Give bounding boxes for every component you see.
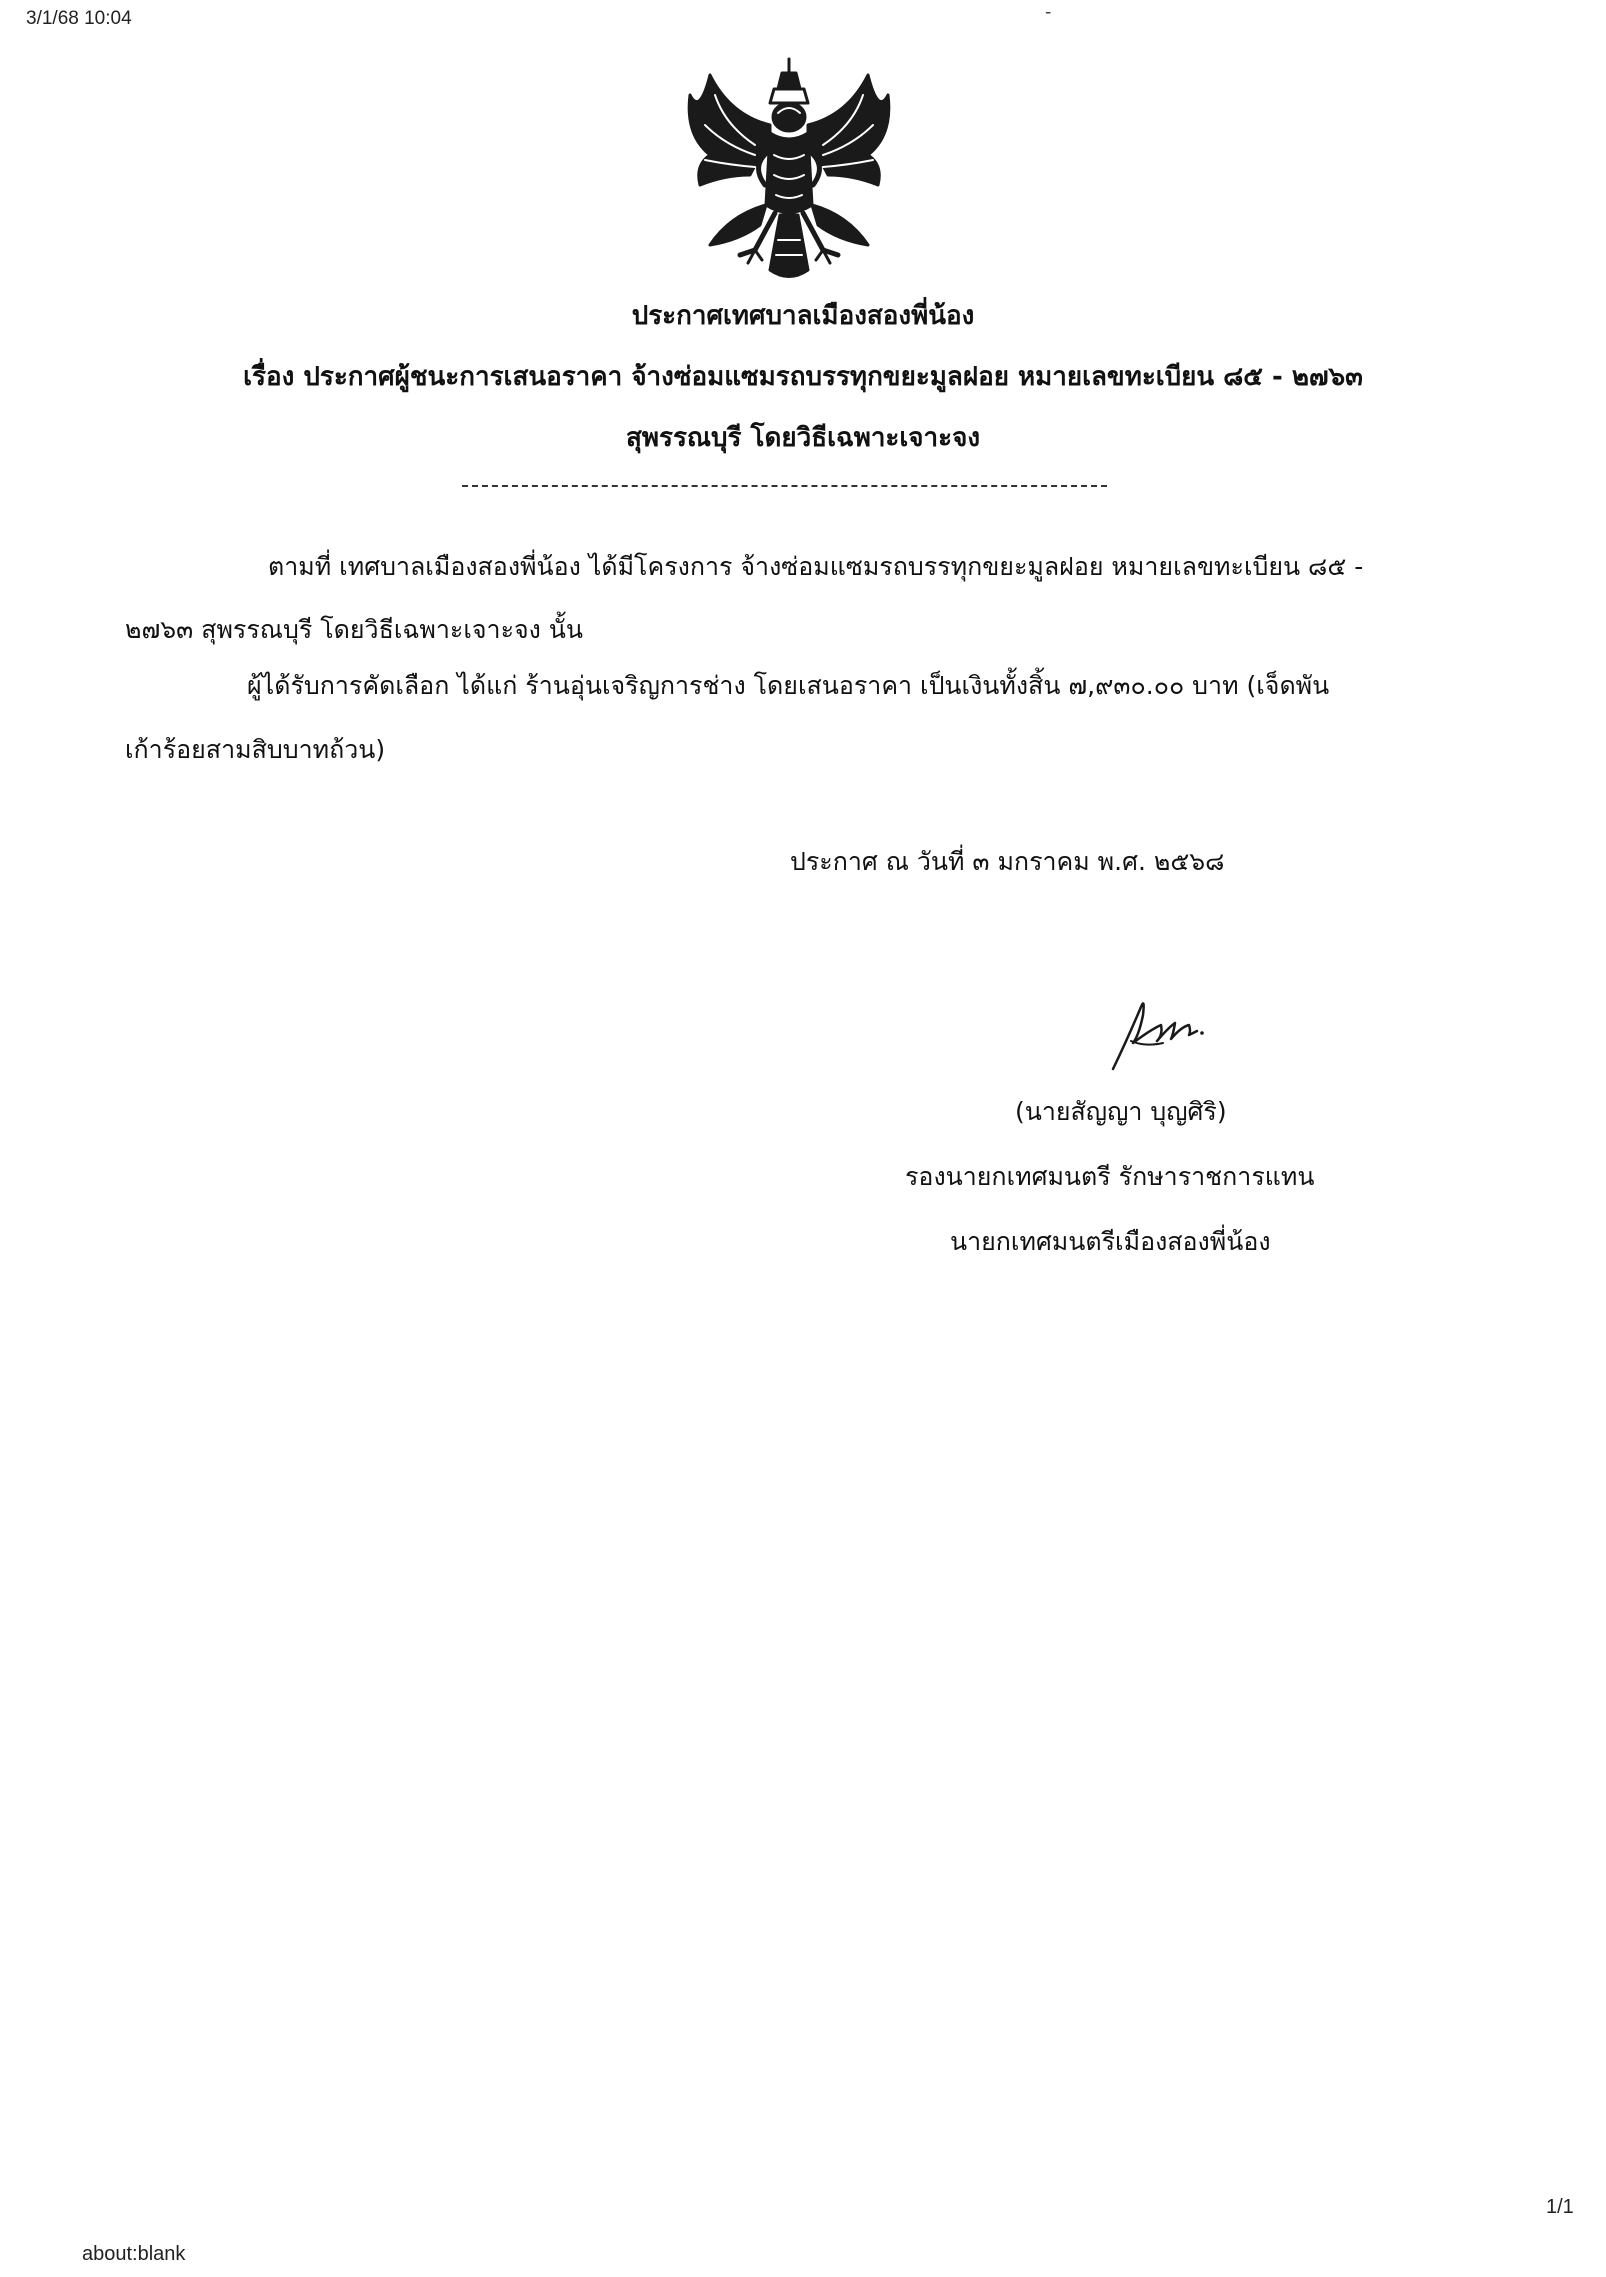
garuda-emblem-icon (670, 55, 908, 287)
paragraph-1-line-1: ตามที่ เทศบาลเมืองสองพี่น้อง ได้มีโครงการ จ้างซ่อมแซมรถบรรทุกขยะมูลฝอย หมายเลขทะเบียน ๘๕ - (268, 552, 1364, 581)
document-subject-line-1: เรื่อง ประกาศผู้ชนะการเสนอราคา จ้างซ่อมแซมรถบรรทุกขยะมูลฝอย หมายเลขทะเบียน ๘๕ - ๒๗๖๓ (243, 362, 1363, 392)
paragraph-1-line-2: ๒๗๖๓ สุพรรณบุรี โดยวิธีเฉพาะเจาะจง นั้น (125, 615, 583, 644)
print-timestamp: 3/1/68 10:04 (26, 8, 132, 29)
signer-title-line-1: รองนายกเทศมนตรี รักษาราชการแทน (905, 1162, 1315, 1191)
dashed-divider (462, 485, 1107, 487)
print-page-number: 1/1 (1546, 2196, 1574, 2218)
paragraph-2-line-2: เก้าร้อยสามสิบบาทถ้วน) (125, 735, 386, 764)
signer-name: (นายสัญญา บุญศิริ) (1015, 1097, 1227, 1126)
announcement-date: ประกาศ ณ วันที่ ๓ มกราคม พ.ศ. ๒๕๖๘ (790, 847, 1225, 876)
document-title-organization: ประกาศเทศบาลเมืองสองพี่น้อง (631, 301, 975, 331)
document-subject-line-2: สุพรรณบุรี โดยวิธีเฉพาะเจาะจง (625, 423, 981, 453)
print-footer-url: about:blank (82, 2243, 186, 2265)
handwritten-signature-icon (1105, 985, 1210, 1075)
print-header-mark: - (1045, 2, 1052, 23)
paragraph-2-line-1: ผู้ได้รับการคัดเลือก ได้แก่ ร้านอุ่นเจริญการช่าง โดยเสนอราคา เป็นเงินทั้งสิ้น ๗,๙๓๐.๐๐ บาท (เจ็ดพัน (247, 671, 1330, 700)
signer-title-line-2: นายกเทศมนตรีเมืองสองพี่น้อง (950, 1227, 1271, 1256)
